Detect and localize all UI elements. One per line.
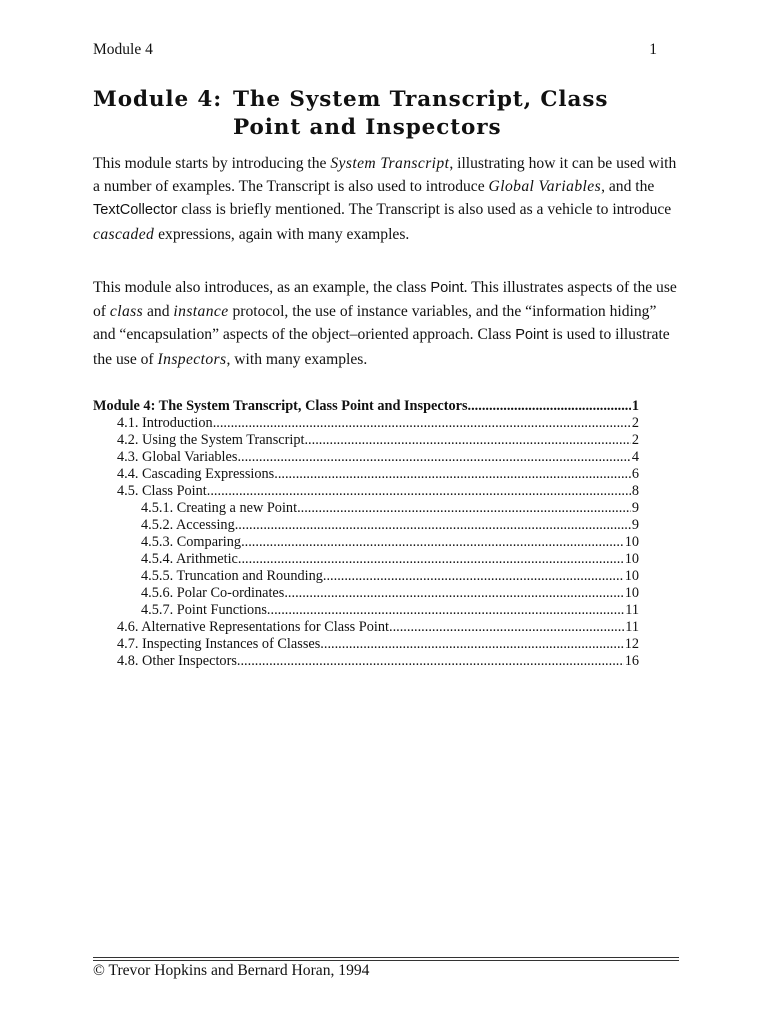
intro-paragraph [93,152,678,246]
code-term: Point [515,327,549,344]
toc-entry[interactable] [93,398,639,415]
toc-entry-page: 11 [625,619,639,635]
toc-entry-title: 4.5.2. Accessing [141,517,235,533]
text-run: . This illustrates aspects of the use of [93,279,677,321]
text-run: , illustrating how it can be used with a number of examples. The Transcript is also used to introduce [93,155,677,196]
toc-entry-page: 2 [631,432,639,448]
toc-entry-page: 16 [624,653,639,669]
toc-leader-dots [235,517,631,534]
toc-leader-dots [238,551,624,568]
toc-leader-dots [323,568,624,585]
text-run: , and the [601,178,655,196]
toc-leader-dots [213,415,631,432]
text-run: and [143,303,174,321]
toc-entry[interactable] [93,534,639,551]
toc-entry[interactable] [93,432,639,449]
toc-entry-title: 4.3. Global Variables [117,449,238,465]
code-term: Point [430,280,464,296]
header-module-label: Module 4 [93,41,153,58]
toc-leader-dots [267,602,624,619]
toc-entry-page: 10 [624,551,639,567]
italic-term: System Transcript [330,155,450,172]
toc-leader-dots [468,398,631,415]
toc-entry[interactable] [93,551,639,568]
toc-entry-page: 9 [631,517,639,533]
toc-entry-title: Module 4: The System Transcript, Class Point and Inspectors [93,398,468,414]
toc-leader-dots [284,585,623,602]
toc-leader-dots [320,636,623,653]
table-of-contents [93,398,639,670]
toc-entry-title: 4.5.5. Truncation and Rounding [141,568,323,584]
footer-divider [93,957,679,961]
toc-entry[interactable] [93,602,639,619]
text-run: is used to illustrate the use of [93,326,670,368]
toc-leader-dots [241,534,624,551]
text-run: class is briefly mentioned. The Transcript is also used as a vehicle to introduce [177,201,672,219]
toc-entry-title: 4.5.4. Arithmetic [141,551,238,567]
toc-entry-page: 10 [624,534,639,550]
italic-term: class [109,303,144,321]
toc-entry-title: 4.5. Class Point [117,483,207,499]
italic-term: Inspectors [157,350,227,368]
toc-entry[interactable] [93,483,639,500]
second-paragraph [93,276,678,371]
toc-entry-title: 4.4. Cascading Expressions [117,466,275,482]
header-page-number: 1 [649,41,657,58]
footer-copyright: © Trevor Hopkins and Bernard Horan, 1994 [93,962,370,979]
toc-entry-title: 4.5.7. Point Functions [141,602,267,618]
text-run: This module also introduces, as an example, the class [93,279,431,296]
toc-entry[interactable] [93,585,639,602]
title-module-label: Module 4: [93,87,223,112]
toc-entry-page: 4 [631,449,639,465]
code-term: TextCollector [93,202,178,219]
text-run: protocol, the use of instance variables, and the “information hiding” and “encapsulation” aspects of the object–oriented approach. Class [93,303,657,344]
toc-entry[interactable] [93,568,639,585]
document-page [93,0,677,1024]
running-header [93,41,657,59]
toc-entry[interactable] [93,653,639,670]
toc-entry-page: 9 [631,500,639,516]
text-run: expressions, again with many examples. [154,225,410,243]
toc-leader-dots [389,619,624,636]
toc-entry[interactable] [93,636,639,653]
italic-term: instance [173,303,229,321]
toc-leader-dots [237,449,630,466]
toc-entry-page: 8 [631,483,639,499]
toc-entry-title: 4.7. Inspecting Instances of Classes [117,636,321,652]
toc-entry-title: 4.2. Using the System Transcript [117,432,305,448]
toc-entry-title: 4.5.1. Creating a new Point [141,500,298,516]
toc-entry[interactable] [93,619,639,636]
toc-leader-dots [207,483,631,500]
toc-entry-page: 10 [624,568,639,584]
toc-entry-page: 10 [624,585,639,601]
title-text: The System Transcript, Class Point and Inspectors [233,87,609,140]
toc-entry-page: 11 [625,602,639,618]
toc-leader-dots [237,653,624,670]
toc-entry-page: 6 [631,466,639,482]
italic-term: Global Variables [488,178,602,196]
toc-entry[interactable] [93,500,639,517]
toc-entry-page: 12 [624,636,639,652]
toc-entry[interactable] [93,415,639,432]
text-run: , with many examples. [226,350,368,368]
toc-entry-title: 4.1. Introduction [117,415,213,431]
toc-entry[interactable] [93,449,639,466]
toc-entry-title: 4.8. Other Inspectors [117,653,237,669]
toc-entry[interactable] [93,517,639,534]
toc-leader-dots [304,432,630,449]
toc-entry-title: 4.6. Alternative Representations for Class Point [117,619,389,635]
toc-entry-title: 4.5.3. Comparing [141,534,242,550]
italic-term: cascaded [93,225,155,243]
toc-entry-page: 1 [631,398,639,414]
text-run: This module starts by introducing the [93,155,331,172]
toc-leader-dots [274,466,631,483]
toc-entry[interactable] [93,466,639,483]
toc-entry-page: 2 [631,415,639,431]
toc-leader-dots [297,500,631,517]
toc-entry-title: 4.5.6. Polar Co-ordinates [141,585,285,601]
